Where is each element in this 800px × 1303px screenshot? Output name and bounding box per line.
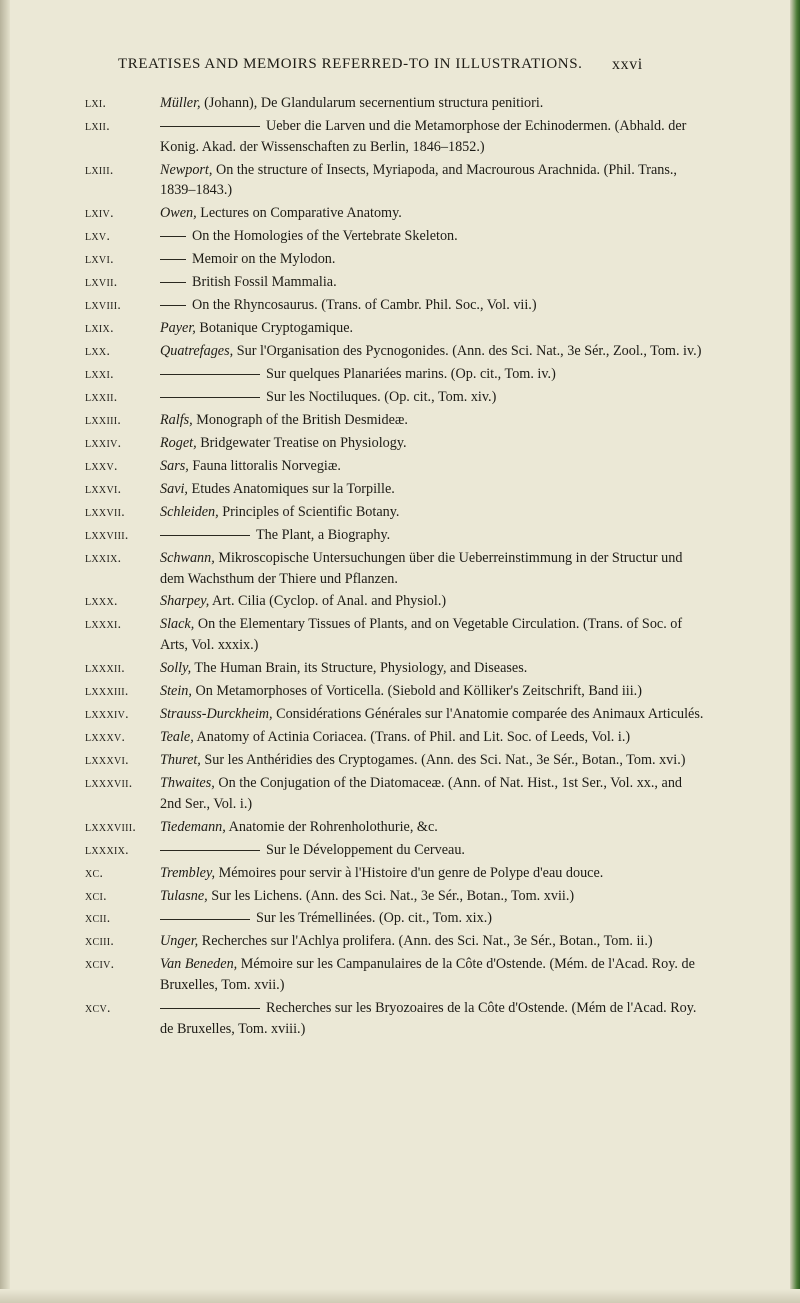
reference-entry (85, 548, 705, 589)
entry-author: Sharpey, (160, 593, 210, 610)
entry-text: The Human Brain, its Structure, Physiology, and Diseases. (191, 660, 528, 677)
entry-text: On the Rhyncosaurus. (Trans. of Cambr. Phil. Soc., Vol. vii.) (192, 297, 537, 314)
entry-text: Sur les Anthéridies des Cryptogames. (Ann. des Sci. Nat., 3e Sér., Botan., Tom. xvi.) (200, 751, 686, 768)
entry-numeral: lxxvi. (85, 480, 122, 496)
ditto-dash (160, 126, 260, 127)
ditto-dash (160, 397, 260, 398)
reference-entry (85, 840, 705, 861)
entry-text: Anatomy of Actinia Coriacea. (Trans. of Phil. and Lit. Soc. of Leeds, Vol. i.) (193, 729, 631, 745)
entry-numeral: lxxxiv. (85, 706, 129, 722)
entry-numeral: lxix. (85, 320, 114, 336)
entry-text: Fauna littoralis Norvegiæ. (188, 457, 341, 474)
reference-entry (85, 456, 705, 477)
page-number: xxvi (612, 56, 643, 73)
reference-entry (85, 249, 705, 270)
entry-author: Thuret, (160, 751, 201, 768)
reference-entry (85, 272, 705, 293)
ditto-dash (160, 1008, 260, 1009)
entry-numeral: lxvii. (85, 274, 118, 290)
ditto-dash (160, 259, 186, 260)
entry-text: Sur les Lichens. (Ann. des Sci. Nat., 3e Sér., Botan., Tom. xvii.) (207, 887, 575, 904)
ditto-dash (160, 236, 186, 237)
entry-text: Principles of Scientific Botany. (218, 503, 400, 520)
reference-entry (85, 954, 705, 995)
reference-entry (85, 295, 705, 316)
reference-entry (85, 750, 705, 771)
entry-numeral: lxxxvii. (85, 774, 133, 790)
entry-numeral: lxiii. (85, 161, 114, 177)
entry-text: Lectures on Comparative Anatomy. (196, 205, 402, 222)
reference-entry (85, 886, 705, 907)
entry-numeral: xcv. (85, 1000, 111, 1016)
reference-entry (85, 704, 705, 725)
entry-author: Stein, (160, 683, 192, 700)
entry-numeral: xc. (85, 864, 104, 880)
entry-author: Tiedemann, (160, 818, 226, 835)
entry-text: Ueber die Larven und die Metamorphose der Echinodermen. (Abhald. der Konig. Akad. der Wissenschaften zu Berlin, 1846–1852.) (160, 117, 687, 155)
ditto-dash (160, 535, 250, 536)
entry-numeral: lxxv. (85, 457, 118, 473)
entry-author: Quatrefages, (160, 343, 234, 360)
entry-author: Solly, (160, 660, 192, 677)
page-bottom-edge (0, 1289, 800, 1303)
entry-numeral: lxxiii. (85, 412, 122, 427)
entry-text: Memoir on the Mylodon. (192, 251, 336, 268)
entry-author: Payer, (160, 320, 196, 337)
page-title: TREATISES AND MEMOIRS REFERRED-TO IN ILLUSTRATIONS. (118, 56, 583, 72)
entry-text: On Metamorphoses of Vorticella. (Siebold and Kölliker's Zeitschrift, Band iii.) (191, 683, 642, 700)
entry-numeral: lxii. (85, 117, 110, 133)
reference-entry (85, 226, 705, 247)
entry-author: Strauss-Durckheim, (160, 706, 273, 723)
entry-author: Ralfs, (160, 412, 193, 428)
entry-numeral: lxxiv. (85, 434, 122, 450)
reference-entry (85, 116, 705, 157)
entry-text: British Fossil Mammalia. (192, 274, 337, 291)
entry-numeral: lxxxiii. (85, 683, 129, 699)
entry-numeral: xciii. (85, 933, 115, 949)
entry-text: Mémoires pour servir à l'Histoire d'un genre de Polype d'eau douce. (215, 864, 604, 881)
entry-text: Bridgewater Treatise on Physiology. (196, 434, 407, 451)
entry-author: Owen, (160, 205, 197, 222)
reference-entry (85, 93, 705, 114)
entry-text: Sur l'Organisation des Pycnogonides. (Ann. des Sci. Nat., 3e Sér., Zool., Tom. iv.) (233, 343, 702, 360)
entry-author: Slack, (160, 616, 195, 633)
entry-text: Recherches sur les Bryozoaires de la Côte d'Ostende. (Mém de l'Acad. Roy. de Bruxelles, Tom. xviii.) (160, 1000, 697, 1037)
entry-text: Mémoire sur les Campanulaires de la Côte d'Ostende. (Mém. de l'Acad. Roy. de Bruxelles, Tom. xvii.) (160, 956, 695, 994)
entry-numeral: lxxix. (85, 549, 122, 565)
entry-text: On the structure of Insects, Myriapoda, and Macrourous Arachnida. (Phil. Trans., 1839–1843.) (160, 161, 677, 199)
reference-entry (85, 817, 705, 838)
reference-entry (85, 681, 705, 702)
entry-text: Considérations Générales sur l'Anatomie comparée des Animaux Articulés. (272, 706, 704, 723)
entry-author: Roget, (160, 434, 197, 451)
reference-entry (85, 433, 705, 454)
entry-author: Schwann, (160, 549, 215, 566)
entry-numeral: lxxii. (85, 389, 118, 405)
entry-text: On the Elementary Tissues of Plants, and on Vegetable Circulation. (Trans. of Soc. of Arts, Vol. xxxix.) (160, 616, 683, 654)
reference-entry (85, 318, 705, 339)
running-header (118, 56, 678, 73)
entry-author: Newport, (160, 161, 213, 178)
entry-numeral: lxi. (85, 95, 107, 110)
entry-text: Sur les Noctiluques. (Op. cit., Tom. xiv.) (266, 389, 497, 406)
entry-author: Sars, (160, 457, 189, 474)
entry-numeral: lxxxix. (85, 841, 129, 857)
entry-text: Sur le Développement du Cerveau. (266, 841, 465, 858)
entry-author: Schleiden, (160, 503, 219, 520)
entry-text: Anatomie der Rohrenholothurie, &c. (225, 818, 438, 835)
entry-numeral: lxxxii. (85, 660, 125, 676)
reference-entry (85, 525, 705, 546)
entry-text: Sur les Trémellinées. (Op. cit., Tom. xix.) (256, 910, 492, 927)
ditto-dash (160, 919, 250, 920)
entry-numeral: xciv. (85, 956, 115, 972)
reference-entry (85, 931, 705, 952)
reference-entry (85, 341, 705, 362)
entry-text: On the Conjugation of the Diatomaceæ. (Ann. of Nat. Hist., 1st Ser., Vol. xx., and 2nd Ser., Vol. i.) (160, 774, 683, 812)
reference-entry (85, 387, 705, 408)
entry-text: (Johann), De Glandularum secernentium structura penitiori. (200, 95, 544, 111)
entry-numeral: xcii. (85, 910, 111, 926)
entry-text: Etudes Anatomiques sur la Torpille. (187, 480, 395, 497)
entry-text: Sur quelques Planariées marins. (Op. cit., Tom. iv.) (266, 366, 556, 383)
entry-text: Botanique Cryptogamique. (195, 320, 354, 337)
reference-entry (85, 773, 705, 814)
entry-numeral: lxxxi. (85, 616, 122, 632)
entry-numeral: lxvi. (85, 251, 114, 267)
entry-numeral: lxxxvi. (85, 751, 129, 767)
entry-author: Unger, (160, 933, 199, 950)
entry-author: Van Beneden, (160, 956, 238, 973)
entry-numeral: lxv. (85, 228, 111, 244)
reference-entry (85, 203, 705, 224)
entry-author: Savi, (160, 480, 188, 497)
entry-text: Mikroscopische Untersuchungen über die Ueberreinstimmung in der Structur und dem Wachsthum der Thiere und Pflanzen. (160, 549, 683, 587)
entry-author: Müller, (160, 95, 201, 111)
ditto-dash (160, 305, 186, 306)
entry-text: Monograph of the British Desmideæ. (192, 412, 408, 428)
entry-author: Tulasne, (160, 887, 208, 904)
entry-author: Thwaites, (160, 774, 215, 791)
reference-entry (85, 479, 705, 500)
page-gutter (0, 0, 10, 1303)
entry-author: Teale, (160, 729, 194, 745)
reference-entry (85, 591, 705, 612)
entry-numeral: lxviii. (85, 297, 122, 313)
entry-numeral: lxxxviii. (85, 818, 137, 834)
reference-entry (85, 908, 705, 929)
ditto-dash (160, 374, 260, 375)
reference-entry (85, 998, 705, 1039)
entry-numeral: lxiv. (85, 205, 114, 221)
reference-entry (85, 658, 705, 679)
entry-text: Recherches sur l'Achlya prolifera. (Ann. des Sci. Nat., 3e Sér., Botan., Tom. ii.) (198, 933, 653, 950)
entry-text: On the Homologies of the Vertebrate Skeleton. (192, 228, 458, 245)
entry-numeral: lxxviii. (85, 526, 129, 542)
reference-list (85, 93, 705, 1042)
reference-entry (85, 502, 705, 523)
reference-entry (85, 410, 705, 431)
book-cover-edge (790, 0, 800, 1303)
entry-numeral: lxxx. (85, 593, 118, 609)
ditto-dash (160, 850, 260, 851)
entry-numeral: lxxvii. (85, 503, 125, 519)
reference-entry (85, 614, 705, 655)
reference-entry (85, 727, 705, 748)
reference-entry (85, 160, 705, 201)
entry-author: Trembley, (160, 864, 216, 881)
entry-text: The Plant, a Biography. (256, 526, 391, 543)
entry-numeral: lxx. (85, 343, 111, 359)
ditto-dash (160, 282, 186, 283)
reference-entry (85, 863, 705, 884)
entry-text: Art. Cilia (Cyclop. of Anal. and Physiol.) (209, 593, 447, 610)
reference-entry (85, 364, 705, 385)
entry-numeral: lxxxv. (85, 729, 126, 744)
entry-numeral: lxxi. (85, 366, 114, 382)
entry-numeral: xci. (85, 887, 107, 903)
